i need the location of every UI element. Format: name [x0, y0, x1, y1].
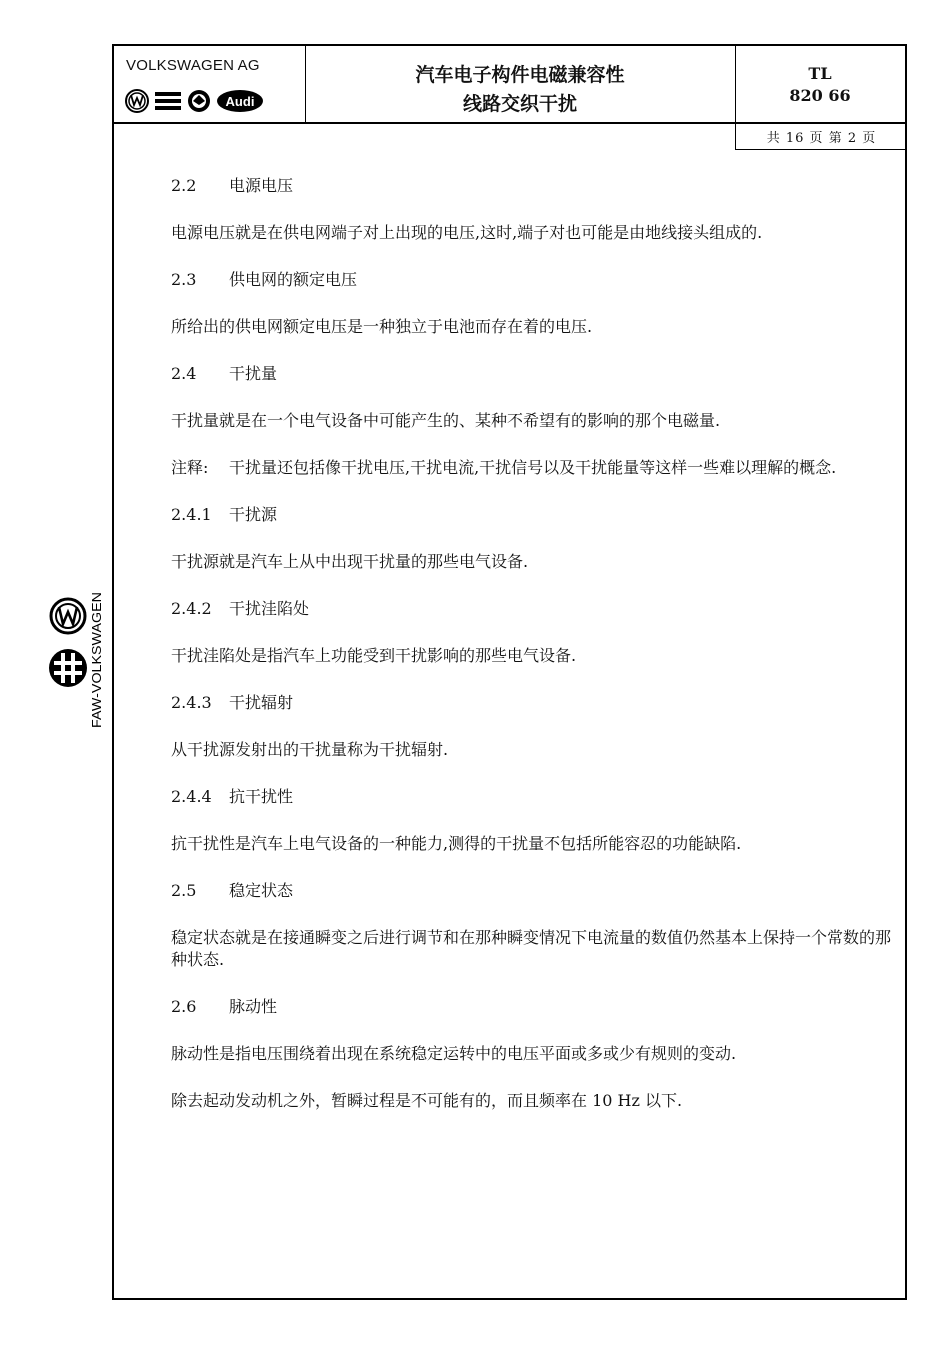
audi-logo-icon: [216, 89, 264, 113]
document-title-line2: 线路交织干扰: [462, 93, 577, 115]
paragraph: 脉动性是指电压围绕着出现在系统稳定运转中的电压平面或多或少有规则的变动.: [171, 1044, 737, 1063]
section-title: 干扰洼陷处: [229, 599, 310, 618]
section-heading: [171, 996, 891, 1018]
section-number: 2.6: [171, 997, 197, 1016]
section-title: 抗干扰性: [229, 787, 294, 806]
paragraph: 干扰量就是在一个电气设备中可能产生的、某种不希望有的影响的那个电磁量.: [171, 411, 721, 430]
paragraph: 抗干扰性是汽车上电气设备的一种能力,测得的干扰量不包括所能容忍的功能缺陷.: [171, 834, 742, 853]
section-title: 供电网的额定电压: [229, 270, 358, 289]
section-number: 2.4.2: [171, 599, 212, 618]
title-cell: [305, 44, 736, 122]
vw-logo-icon: [124, 89, 150, 113]
section-heading: [171, 692, 891, 714]
company-cell: [112, 44, 306, 122]
section-number: 2.4.3: [171, 693, 212, 712]
doc-number-cell: [735, 44, 905, 122]
document-title-line1: 汽车电子构件电磁兼容性: [415, 64, 625, 86]
seat-logo-icon: [154, 89, 182, 113]
section-heading: [171, 786, 891, 808]
paragraph: 干扰洼陷处是指汽车上功能受到干扰影响的那些电气设备.: [171, 646, 577, 665]
section-number: 2.2: [171, 176, 197, 195]
section-heading: [171, 175, 891, 197]
svg-text:FAW-VOLKSWAGEN: FAW-VOLKSWAGEN: [89, 604, 104, 728]
section-title: 脉动性: [229, 997, 278, 1016]
note: [171, 457, 891, 479]
section-number: 2.5: [171, 881, 197, 900]
doc-code: TL: [808, 64, 832, 83]
page-indicator: 共 16 页 第 2 页: [735, 124, 907, 150]
section-heading: [171, 504, 891, 526]
document-header: [112, 44, 907, 124]
doc-number: 820 66: [789, 86, 851, 105]
section-title: 干扰源: [229, 505, 278, 524]
paragraph: 电源电压就是在供电网端子对上出现的电压,这时,端子对也可能是由地线接头组成的.: [171, 223, 763, 242]
brand-logos: [124, 89, 264, 113]
document-body: [171, 175, 891, 1137]
section-heading: [171, 269, 891, 291]
section-title: 干扰量: [229, 364, 278, 383]
svg-text:Audi: Audi: [225, 94, 255, 109]
paragraph: 除去起动发动机之外，暂瞬过程是不可能有的，而且频率在 10 Hz 以下.: [171, 1091, 683, 1110]
paragraph: 从干扰源发射出的干扰量称为干扰辐射.: [171, 740, 449, 759]
section-number: 2.4.4: [171, 787, 212, 806]
paragraph: 所给出的供电网额定电压是一种独立于电池而存在着的电压.: [171, 317, 593, 336]
section-number: 2.3: [171, 270, 197, 289]
section-heading: [171, 880, 891, 902]
section-title: 干扰辐射: [229, 693, 294, 712]
note-text: 干扰量还包括像干扰电压,干扰电流,干扰信号以及干扰能量等这样一些难以理解的概念.: [229, 458, 837, 477]
section-title: 电源电压: [229, 176, 294, 195]
section-heading: [171, 598, 891, 620]
section-title: 稳定状态: [229, 881, 294, 900]
section-heading: [171, 363, 891, 385]
note-label: 注释:: [171, 458, 209, 477]
section-number: 2.4: [171, 364, 197, 383]
section-number: 2.4.1: [171, 505, 212, 524]
faw-vw-vertical-text: [86, 590, 106, 730]
paragraph: 稳定状态就是在接通瞬变之后进行调节和在那种瞬变情况下电流量的数值仍然基本上保持一个常数的那种状态.: [171, 928, 892, 969]
company-name: VOLKSWAGEN AG: [126, 57, 260, 74]
skoda-logo-icon: [186, 89, 212, 113]
paragraph: 干扰源就是汽车上从中出现干扰量的那些电气设备.: [171, 552, 529, 571]
